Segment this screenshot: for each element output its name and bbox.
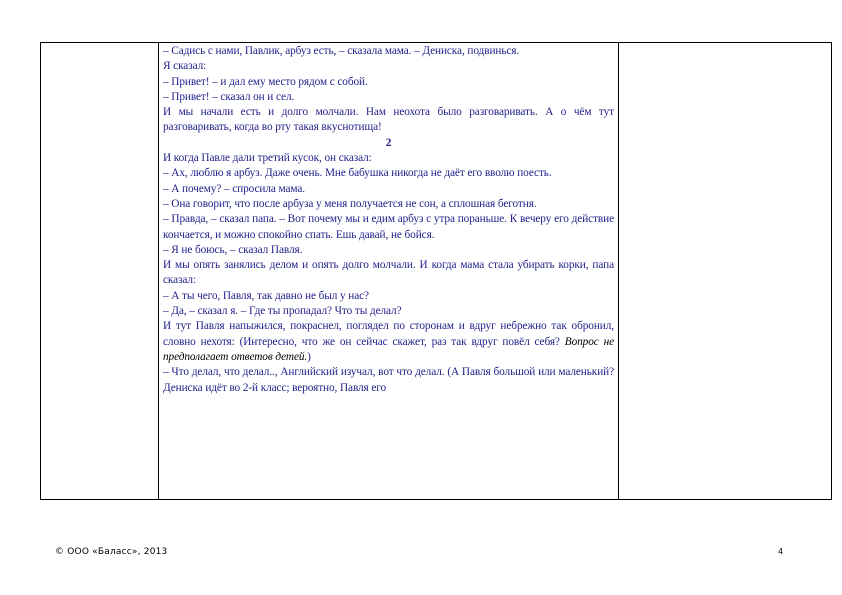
column-divider-right [618, 43, 619, 499]
story-paragraph: – Да, – сказал я. – Где ты пропадал? Что ты делал? [163, 305, 402, 318]
story-paragraph: И мы начали есть и долго молчали. Нам неохота было разговаривать. А о чём тут разговаривать, когда во рту такая вкуснотища! [163, 106, 614, 134]
story-paragraph: – Я не боюсь, – сказал Павля. [163, 243, 303, 256]
story-paragraph: – А почему? – спросила мама. [163, 182, 306, 195]
story-paragraph: – Садись с нами, Павлик, арбуз есть, – сказала мама. – Дениска, подвинься. [163, 45, 520, 57]
story-paragraph: – Ах, люблю я арбуз. Даже очень. Мне бабушка никогда не даёт его вволю поесть. [163, 167, 552, 180]
story-paragraph: – Она говорит, что после арбуза у меня получается не сон, а сплошная беготня. [163, 197, 537, 210]
story-paragraph: И мы опять занялись делом и опять долго молчали. И когда мама стала убирать корки, папа сказал: [163, 259, 614, 287]
story-paragraph-continued: – Что делал, что делал.., Английский изучал, вот что делал. (А Павля большой или маленький? Дениска идёт во 2-й класс; вероятно, Павля его [163, 366, 614, 394]
story-paragraph: И когда Павле дали третий кусок, он сказал: [163, 152, 372, 165]
story-paragraph: – А ты чего, Павля, так давно не был у нас? [163, 289, 369, 302]
teacher-note: Вопрос не предполагает ответов детей. [163, 335, 614, 363]
story-paragraph-with-note [163, 319, 614, 365]
paragraph-text: И тут Павля напыжился, покраснел, поглядел по сторонам и вдруг небрежно так обронил, словно нехотя: (Интересно, что же он сейчас скажет, раз так вдруг повёл себя? [163, 320, 614, 348]
story-paragraph: – Привет! – сказал он и сел. [163, 90, 295, 103]
closing-paren: ) [307, 350, 311, 363]
lesson-table [40, 42, 832, 500]
section-number: 2 [385, 136, 392, 149]
page-number: 4 [778, 547, 784, 556]
story-text-column [163, 44, 614, 500]
footer-copyright: © ООО «Баласс», 2013 [55, 547, 168, 557]
story-paragraph: – Привет! – и дал ему место рядом с собой. [163, 75, 368, 88]
story-paragraph: Я сказал: [163, 60, 207, 73]
column-divider-left [158, 43, 159, 499]
story-paragraph: – Правда, – сказал папа. – Вот почему мы и едим арбуз с утра пораньше. К вечеру его действие кончается, и можно спокойно спать. Ешь давай, не бойся. [163, 213, 614, 241]
